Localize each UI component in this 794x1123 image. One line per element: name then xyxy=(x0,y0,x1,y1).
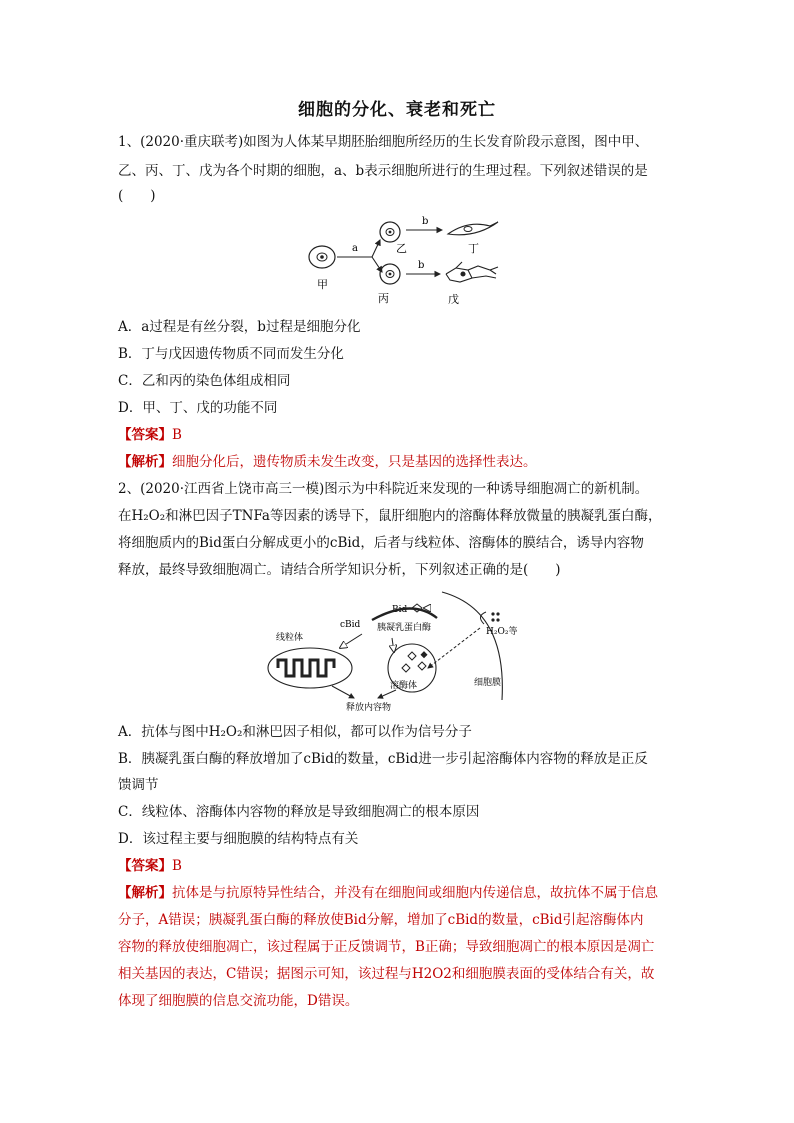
analysis-label: 【解析】 xyxy=(118,454,172,470)
q1-figure xyxy=(300,212,530,308)
label-b-top: b xyxy=(422,216,429,227)
cbid-to-mito-arrow xyxy=(340,634,362,648)
analysis-text: 细胞分化后，遗传物质未发生改变，只是基因的选择性表达。 xyxy=(172,454,537,470)
label-yi: 乙 xyxy=(396,242,407,255)
label-membrane: 细胞膜 xyxy=(474,678,502,688)
q2-analysis-line-4: 相关基因的表达，C错误；据图示可知，该过程与H2O2和细胞膜表面的受体结合有关，故 xyxy=(118,966,655,982)
label-b-bottom: b xyxy=(418,260,425,271)
q1-option-c: C．乙和丙的染色体组成相同 xyxy=(118,373,291,389)
q2-option-b: B．胰凝乳蛋白酶的释放增加了cBid的数量，cBid进一步引起溶酶体内容物的释放是正反 xyxy=(118,751,648,767)
label-bid: Bid xyxy=(392,605,408,615)
cbid-to-lyso-arrow xyxy=(392,638,394,652)
cell-ding xyxy=(448,222,498,235)
q1-analysis xyxy=(118,452,678,472)
q2-option-c: C．线粒体、溶酶体内容物的释放是导致细胞凋亡的根本原因 xyxy=(118,804,480,820)
answer-label: 【答案】 xyxy=(118,427,172,443)
label-release: 释放内容物 xyxy=(346,703,392,712)
cell-jia xyxy=(309,246,335,268)
cristae xyxy=(278,660,334,676)
analysis-label: 【解析】 xyxy=(118,885,172,901)
label-mito: 线粒体 xyxy=(276,633,304,643)
q2-analysis-line-2: 分子，A错误；胰凝乳蛋白酶的释放使Bid分解，增加了cBid的数量，cBid引起溶酶体内 xyxy=(118,912,644,928)
label-a: a xyxy=(352,243,358,254)
q2-stem-line-2: 在H₂O₂和淋巴因子TNFa等因素的诱导下，鼠肝细胞内的溶酶体释放微量的胰凝乳蛋白酶， xyxy=(118,508,662,524)
answer-value: B xyxy=(172,427,182,443)
analysis-text: 抗体是与抗原特异性结合，并没有在细胞间或细胞内传递信息，故抗体不属于信息 xyxy=(172,885,658,901)
label-cbid: cBid xyxy=(340,620,361,630)
q1-stem-line-1: 1、(2020·重庆联考)如图为人体某早期胚胎细胞所经历的生长发育阶段示意图，图中甲、 xyxy=(118,134,649,150)
q2-answer xyxy=(118,856,678,876)
label-lyso: 溶酶体 xyxy=(390,681,418,691)
q1-option-b: B．丁与戊因遗传物质不同而发生分化 xyxy=(118,346,344,362)
q2-option-b-cont: 馈调节 xyxy=(118,777,159,793)
answer-value: B xyxy=(172,858,182,874)
q2-stem-line-4: 释放，最终导致细胞凋亡。请结合所学知识分析，下列叙述正确的是( ) xyxy=(118,562,561,578)
cell-wu xyxy=(446,262,498,282)
q2-option-d: D．该过程主要与细胞膜的结构特点有关 xyxy=(118,831,359,847)
label-enzyme: 胰凝乳蛋白酶 xyxy=(377,623,432,633)
q2-figure xyxy=(262,590,562,712)
q1-option-a: A．a过程是有丝分裂，b过程是细胞分化 xyxy=(118,319,361,335)
q1-option-d: D．甲、丁、戊的功能不同 xyxy=(118,400,278,416)
q2-option-a: A．抗体与图中H₂O₂和淋巴因子相似，都可以作为信号分子 xyxy=(118,724,472,740)
q2-stem-line-3: 将细胞质内的Bid蛋白分解成更小的cBid，后者与线粒体、溶酶体的膜结合，诱导内容物 xyxy=(118,535,644,551)
answer-label: 【答案】 xyxy=(118,858,172,874)
label-h2o2: H₂O₂等 xyxy=(486,627,518,637)
branch-up xyxy=(372,240,380,257)
label-jia: 甲 xyxy=(317,278,328,291)
label-bing: 丙 xyxy=(378,292,389,305)
cell-yi xyxy=(380,222,400,242)
q1-answer xyxy=(118,425,678,445)
q2-stem-line-1: 2、(2020·江西省上饶市高三一模)图示为中科院近来发现的一种诱导细胞凋亡的新机制。 xyxy=(118,481,649,497)
cell-bing xyxy=(380,264,400,284)
label-wu: 戊 xyxy=(448,293,459,306)
q2-analysis-line-5: 体现了细胞膜的信息交流功能，D错误。 xyxy=(118,993,359,1009)
q1-stem-line-3: ( ) xyxy=(118,188,156,204)
q2-analysis-line-1 xyxy=(118,883,678,903)
q2-analysis-line-3: 容物的释放使细胞凋亡，该过程属于正反馈调节，B正确；导致细胞凋亡的根本原因是凋亡 xyxy=(118,939,655,955)
page-title: 细胞的分化、衰老和死亡 xyxy=(298,100,496,120)
q1-stem-line-2: 乙、丙、丁、戊为各个时期的细胞，a、b表示细胞所进行的生理过程。下列叙述错误的是 xyxy=(118,163,648,179)
label-ding: 丁 xyxy=(468,242,479,255)
